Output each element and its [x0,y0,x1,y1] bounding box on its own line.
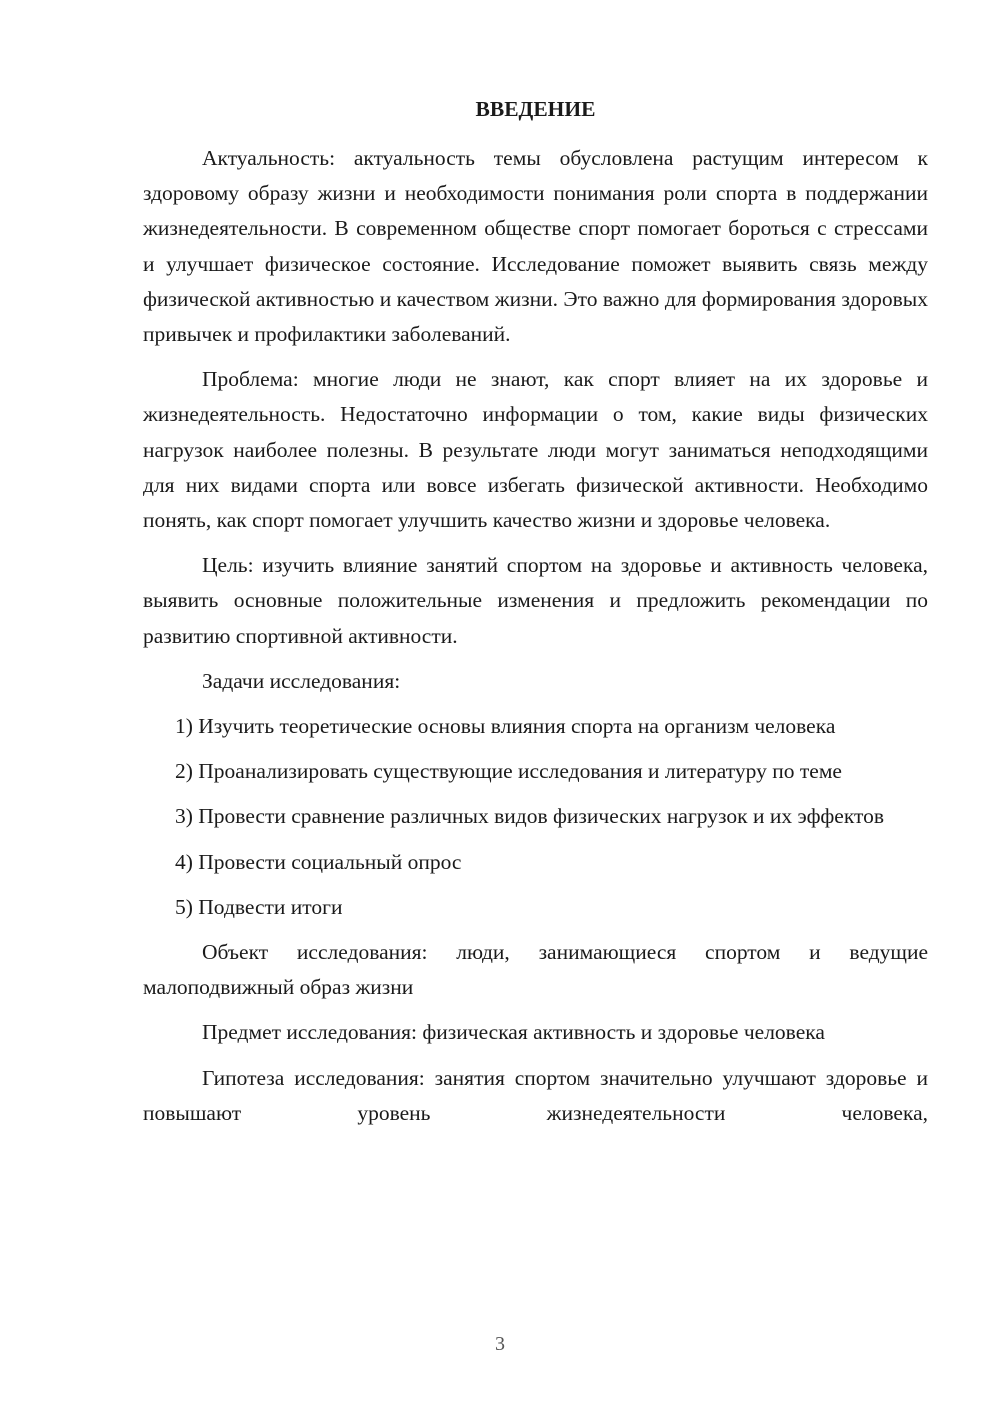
task-item-5: 5) Подвести итоги [175,894,343,919]
task-item-2: 2) Проанализировать существующие исследования и литературу по теме [175,759,842,784]
relevance-paragraph: Актуальность: актуальность темы обусловлена растущим интересом к здоровому образу жизни и необходимости понимания роли спорта в поддержании жизнедеятельности. В современном обществе спорт помогает бороться с стрессами и улучшает физическое состояние. Исследование поможет выявить связь между физической активностью и качеством жизни. Это важно для формирования здоровых привычек и профилактики заболеваний. [143,146,928,347]
task-item-1: 1) Изучить теоретические основы влияния спорта на организм человека [175,714,836,739]
page-title: ВВЕДЕНИЕ [475,97,596,121]
subject-paragraph: Предмет исследования: физическая активность и здоровье человека [202,1020,825,1045]
hypothesis-paragraph: Гипотеза исследования: занятия спортом значительно улучшают здоровье и повышают уровень жизнедеятельности человека, [143,1065,928,1125]
document-page [143,92,928,1141]
page-number: 3 [495,1333,505,1355]
task-item-3: 3) Провести сравнение различных видов физических нагрузок и их эффектов [175,804,885,829]
goal-paragraph: Цель: изучить влияние занятий спортом на здоровье и активность человека, выявить основные положительные изменения и предложить рекомендации по развитию спортивной активности. [143,553,928,648]
task-item-4: 4) Провести социальный опрос [175,849,462,874]
tasks-title: Задачи исследования: [202,668,401,693]
problem-paragraph: Проблема: многие люди не знают, как спорт влияет на их здоровье и жизнедеятельность. Недостаточно информации о том, какие виды физических нагрузок наиболее полезны. В результате люди могут заниматься неподходящими для них видами спорта или вовсе избегать физической активности. Необходимо понять, как спорт помогает улучшить качество жизни и здоровье человека. [143,367,928,533]
object-paragraph: Объект исследования: люди, занимающиеся спортом и ведущие малоподвижный образ жизни [143,940,928,1000]
